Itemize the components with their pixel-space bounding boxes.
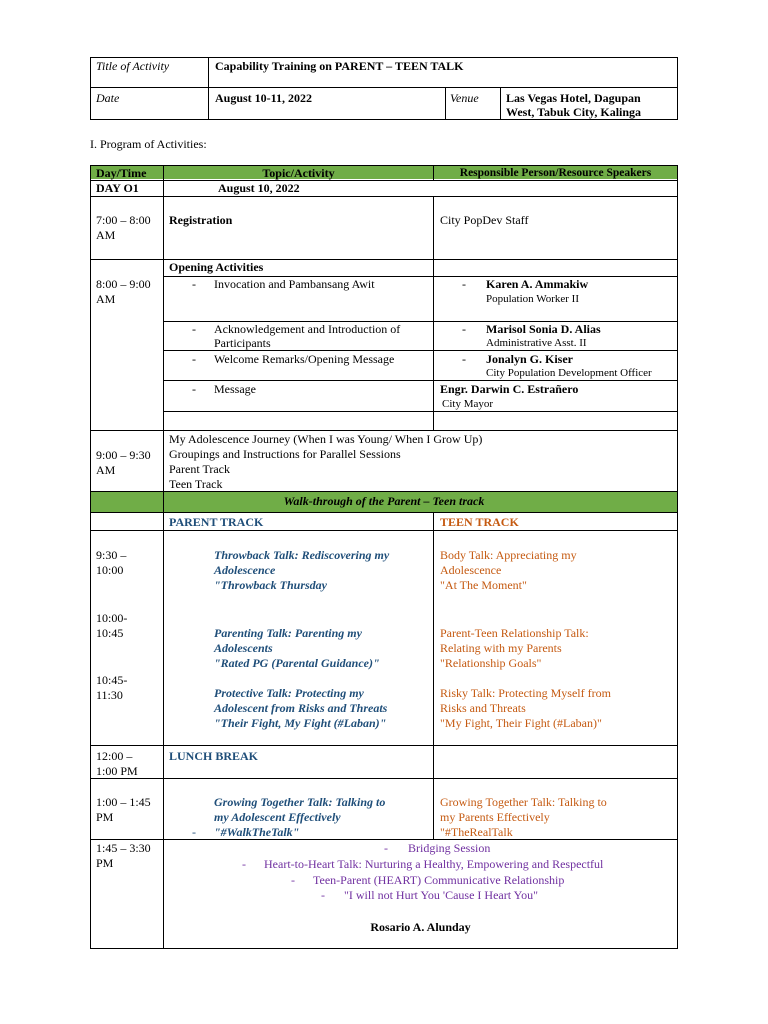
column-header-responsible: Responsible Person/Resource Speakers [459, 167, 652, 179]
parent-session-line: Adolescents [214, 641, 273, 655]
column-header-topic: Topic/Activity [262, 166, 335, 180]
parent-session-line: my Adolescent Effectively [214, 810, 341, 824]
list-item-dash: - [192, 322, 196, 336]
teen-session-line: "#TheRealTalk [440, 825, 513, 839]
list-item-dash: - [192, 825, 196, 839]
list-item-dash: - [192, 382, 196, 396]
teen-session-line: Risks and Threats [440, 701, 526, 715]
column-header-daytime: Day/Time [96, 166, 147, 180]
parent-session-line: Protective Talk: Protecting my [214, 686, 364, 700]
opening-time-ampm: AM [96, 292, 116, 306]
bridging-time: 1:45 – 3:30 [96, 841, 151, 855]
growing-time: 1:00 – 1:45 [96, 795, 151, 809]
registration-person: City PopDev Staff [440, 213, 529, 227]
list-item-dash: - [462, 352, 466, 366]
walkthrough-title: Walk-through of the Parent – Teen track [283, 494, 485, 508]
teen-session-line: Body Talk: Appreciating my [440, 548, 577, 562]
session-time: 10:00- [96, 611, 128, 625]
adolescence-line: Teen Track [169, 477, 223, 491]
day-label: DAY O1 [96, 181, 139, 195]
bridging-line: Bridging Session [408, 841, 491, 855]
day-date: August 10, 2022 [218, 181, 300, 195]
session-time: 10:45 [96, 626, 124, 640]
registration-time: 7:00 – 8:00 [96, 213, 151, 227]
parent-session-line: "#WalkTheTalk" [214, 825, 300, 839]
opening-item-topic: Acknowledgement and Introduction of [214, 322, 401, 336]
speaker-name: Engr. Darwin C. Estrañero [440, 382, 579, 396]
teen-session-line: Risky Talk: Protecting Myself from [440, 686, 611, 700]
teen-session-line: my Parents Effectively [440, 810, 550, 824]
teen-session-line: "Relationship Goals" [440, 656, 542, 670]
teen-session-line: "At The Moment" [440, 578, 527, 592]
date-value: August 10-11, 2022 [215, 91, 313, 105]
list-item-dash: - [462, 322, 466, 336]
opening-title: Opening Activities [169, 260, 264, 274]
opening-item-topic: Welcome Remarks/Opening Message [214, 352, 395, 366]
opening-time: 8:00 – 9:00 [96, 277, 151, 291]
list-item-dash: - [291, 873, 295, 887]
bridging-line: Teen-Parent (HEART) Communicative Relationship [313, 873, 565, 887]
list-item-dash: - [192, 352, 196, 366]
bridging-line: Heart-to-Heart Talk: Nurturing a Healthy, Empowering and Respectful [264, 857, 604, 871]
speaker-role: City Mayor [442, 398, 494, 410]
opening-item-topic: Invocation and Pambansang Awit [214, 277, 375, 291]
bridging-line: "I will not Hurt You 'Cause I Heart You" [344, 888, 538, 902]
section-heading: I. Program of Activities: [90, 137, 207, 151]
opening-item-topic-cont: Participants [214, 336, 271, 350]
venue-line2: West, Tabuk City, Kalinga [506, 105, 642, 119]
adolescence-time-ampm: AM [96, 463, 116, 477]
session-time: 10:45- [96, 673, 128, 687]
session-time: 11:30 [96, 688, 123, 702]
lunch-time: 1:00 PM [96, 764, 138, 778]
parent-session-line: "Rated PG (Parental Guidance)" [214, 656, 380, 670]
parent-session-line: Throwback Talk: Rediscovering my [214, 548, 390, 562]
teen-session-line: Parent-Teen Relationship Talk: [440, 626, 589, 640]
registration-topic: Registration [169, 213, 233, 227]
lunch-time: 12:00 – [96, 749, 133, 763]
parent-session-line: Growing Together Talk: Talking to [214, 795, 386, 809]
parent-session-line: Parenting Talk: Parenting my [214, 626, 362, 640]
venue-line1: Las Vegas Hotel, Dagupan [506, 91, 641, 105]
growing-time-ampm: PM [96, 810, 114, 824]
teen-session-line: Growing Together Talk: Talking to [440, 795, 607, 809]
date-label: Date [96, 91, 120, 105]
speaker-name: Jonalyn G. Kiser [486, 352, 574, 366]
adolescence-line: My Adolescence Journey (When I was Young/ When I Grow Up) [169, 432, 483, 446]
lunch-break-label: LUNCH BREAK [169, 749, 259, 763]
bridging-time-ampm: PM [96, 856, 114, 870]
list-item-dash: - [321, 888, 325, 902]
venue-label: Venue [450, 91, 479, 105]
registration-time-ampm: AM [96, 228, 116, 242]
parent-session-line: Adolescent from Risks and Threats [214, 701, 388, 715]
bridging-speaker: Rosario A. Alunday [370, 920, 471, 934]
speaker-role: Administrative Asst. II [486, 337, 587, 349]
speaker-name: Karen A. Ammakiw [486, 277, 589, 291]
teen-track-header: TEEN TRACK [440, 515, 519, 529]
speaker-role: Population Worker II [486, 293, 580, 305]
teen-session-line: Relating with my Parents [440, 641, 562, 655]
teen-session-line: Adolescence [440, 563, 502, 577]
session-time: 9:30 – [96, 548, 127, 562]
adolescence-time: 9:00 – 9:30 [96, 448, 151, 462]
list-item-dash: - [192, 277, 196, 291]
parent-session-line: "Their Fight, My Fight (#Laban)" [214, 716, 387, 730]
list-item-dash: - [462, 277, 466, 291]
list-item-dash: - [384, 841, 388, 855]
speaker-role: City Population Development Officer [486, 367, 652, 379]
speaker-name: Marisol Sonia D. Alias [486, 322, 601, 336]
list-item-dash: - [242, 857, 246, 871]
parent-session-line: "Throwback Thursday [214, 578, 328, 592]
parent-track-header: PARENT TRACK [169, 515, 264, 529]
adolescence-line: Parent Track [169, 462, 230, 476]
teen-session-line: "My Fight, Their Fight (#Laban)" [440, 716, 602, 730]
title-label: Title of Activity [96, 59, 170, 73]
opening-item-topic: Message [214, 382, 256, 396]
adolescence-line: Groupings and Instructions for Parallel Sessions [169, 447, 401, 461]
parent-session-line: Adolescence [214, 563, 276, 577]
title-value: Capability Training on PARENT – TEEN TALK [215, 59, 464, 73]
session-time: 10:00 [96, 563, 124, 577]
